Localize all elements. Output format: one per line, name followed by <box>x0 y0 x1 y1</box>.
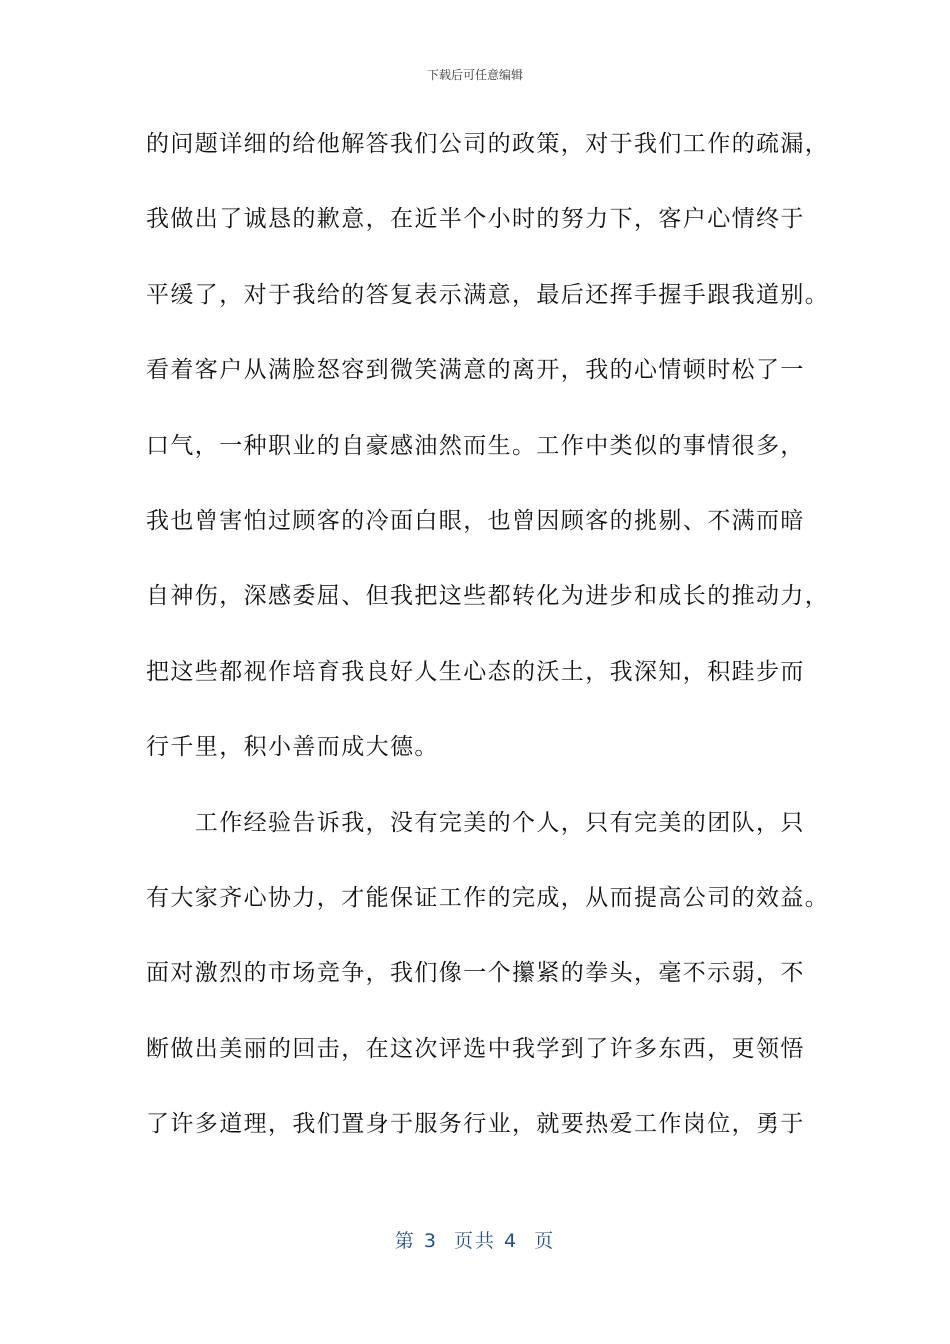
text-line: 工作经验告诉我，没有完美的个人，只有完美的团队，只 <box>146 809 805 836</box>
text-line: 看着客户从满脸怒容到微笑满意的离开，我的心情顿时松了一 <box>146 357 805 384</box>
text-line: 面对激烈的市场竞争，我们像一个攥紧的拳头，毫不示弱，不 <box>146 960 805 987</box>
document-body <box>146 122 836 1177</box>
text-line: 平缓了，对于我给的答复表示满意，最后还挥手握手跟我道别。 <box>146 281 830 308</box>
text-line: 自神伤，深感委屈、但我把这些都转化为进步和成长的推动力， <box>146 583 830 610</box>
text-line: 口气，一种职业的自豪感油然而生。工作中类似的事情很多， <box>146 432 805 459</box>
text-line: 的问题详细的给他解答我们公司的政策，对于我们工作的疏漏， <box>146 131 830 157</box>
text-line: 有大家齐心协力，才能保证工作的完成，从而提高公司的效益。 <box>146 884 830 911</box>
page-number-footer: 第 3 页共 4 页 <box>394 1230 556 1252</box>
text-line: 把这些都视作培育我良好人生心态的沃土，我深知，积跬步而 <box>146 658 805 685</box>
text-line: 我做出了诚恳的歉意，在近半个小时的努力下，客户心情终于 <box>146 206 805 233</box>
text-line: 我也曾害怕过顾客的冷面白眼，也曾因顾客的挑剔、不满而暗 <box>146 507 805 534</box>
text-line: 行千里，积小善而成大德。 <box>146 734 439 761</box>
text-line: 了许多道理，我们置身于服务行业，就要热爱工作岗位，勇于 <box>146 1111 805 1138</box>
text-line: 断做出美丽的回击，在这次评选中我学到了许多东西，更领悟 <box>146 1035 805 1062</box>
page-header: 下载后可任意编辑 <box>426 68 523 82</box>
